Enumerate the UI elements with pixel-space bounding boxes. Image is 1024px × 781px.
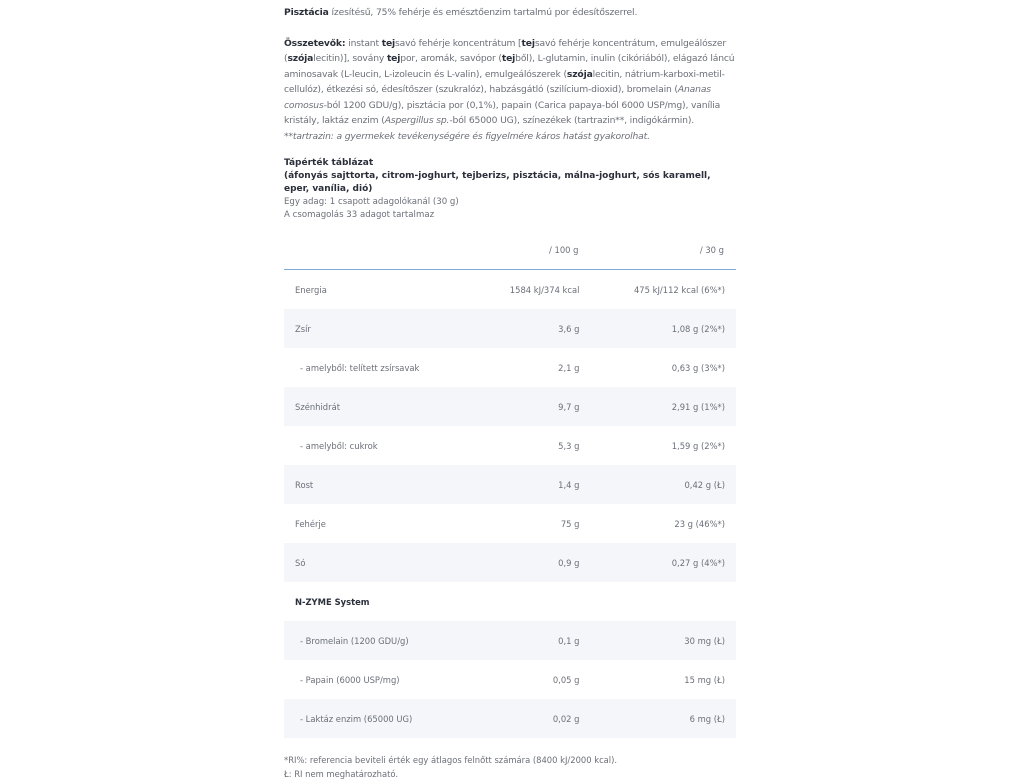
table-row: [284, 270, 736, 310]
value-per-serving: 2,91 g (1%*): [590, 387, 736, 426]
flavors-list: (áfonyás sajttorta, citrom-joghurt, tejberizs, pisztácia, málna-joghurt, sós karamell, eper, vanília, dió): [284, 171, 711, 194]
table-row: [284, 426, 736, 465]
nutrient-name: Szénhidrát: [284, 387, 472, 426]
nutrition-table: [284, 230, 736, 738]
servings-per-pack: A csomagolás 33 adagot tartalmaz: [284, 210, 435, 220]
value-per-100g: [472, 582, 590, 621]
value-per-100g: 3,6 g: [472, 309, 590, 348]
text-segment: szója: [287, 53, 314, 64]
nutrition-title: Tápérték táblázat: [284, 158, 374, 168]
serving-size: Egy adag: 1 csapott adagolókanál (30 g): [284, 197, 459, 207]
text-segment: tej: [501, 53, 516, 64]
nutrient-name: Só: [284, 543, 472, 582]
text-segment: instant: [345, 37, 382, 49]
nutrient-name: Rost: [284, 465, 472, 504]
value-per-100g: 2,1 g: [558, 362, 580, 373]
text-segment: lecitin)], sovány: [313, 53, 387, 64]
value-per-serving: 23 g (46%*): [674, 518, 725, 529]
nutrient-name: - amelyből: cukrok: [300, 440, 378, 451]
value-per-100g: 0,9 g: [472, 543, 590, 582]
text-segment: tej: [386, 53, 401, 64]
value-per-100g: 1,4 g: [472, 465, 590, 504]
value-per-serving: 1,08 g (2%*): [590, 309, 736, 348]
table-row: [284, 699, 736, 738]
text-segment: Aspergillus sp.: [384, 115, 450, 126]
text-segment: savó fehérje koncentrátum, emulgeálószer (: [284, 37, 726, 64]
nutrient-name: Fehérje: [295, 518, 326, 529]
text-segment: lecitin, nátrium-karboxi-metil-cellulóz), étkezési só, édesítőszer (szukralóz), habzásgátló (szilícium-dioxid), bromelain (: [284, 68, 725, 95]
value-per-100g: 1584 kJ/374 kcal: [509, 284, 580, 295]
nutrient-name: Zsír: [284, 309, 472, 348]
table-row: [284, 387, 736, 426]
text-segment: por, aromák, savópor (: [400, 53, 502, 64]
table-row: [284, 465, 736, 504]
text-segment: ből), L-glutamin, inulin (cikóriából), elágazó láncú aminosavak (L-leucin, L-izoleucin és L-valin), emulgeálószerek (: [284, 53, 735, 80]
value-per-serving: 475 kJ/112 kcal (6%*): [633, 284, 725, 295]
text-segment: szója: [566, 68, 593, 80]
value-per-100g: 0,02 g: [472, 699, 590, 738]
text-segment: tej: [521, 37, 535, 49]
value-per-serving: 6 mg (Ł): [590, 699, 736, 738]
value-per-100g: 0,05 g: [552, 674, 580, 685]
tartrazine-warning: **tartrazin: a gyermekek tevékenységére és figyelmére káros hatást gyakorolhat.: [284, 130, 650, 142]
value-per-serving: [590, 582, 736, 621]
table-row: [284, 309, 736, 348]
nutrition-section: [284, 157, 736, 781]
ingredients-text: [284, 36, 736, 129]
nutrient-name: - Bromelain (1200 GDU/g): [284, 621, 472, 660]
table-row: [284, 582, 736, 621]
table-row: [284, 504, 736, 543]
intro-text: [284, 5, 736, 21]
text-segment: Pisztácia: [284, 7, 329, 18]
text-segment: -ból 65000 UG), színezékek (tartrazin**, indigókármin).: [449, 115, 695, 126]
text-segment: Összetevők:: [284, 37, 346, 49]
text-segment: -ból 1200 GDU/g), pisztácia por (0,1%), papain (Carica papaya-ból 6000 USP/mg), vanília kristály, laktáz enzim (: [284, 99, 721, 126]
nutrient-name: N-ZYME System: [295, 596, 370, 607]
value-per-serving: 0,42 g (Ł): [590, 465, 736, 504]
text-segment: tej: [381, 37, 396, 49]
text-segment: savó fehérje koncentrátum [: [395, 37, 522, 49]
value-per-100g: 0,1 g: [472, 621, 590, 660]
nutrient-name: Energia: [295, 284, 327, 295]
value-per-serving: 1,59 g (2%*): [671, 440, 725, 451]
column-header-30g: / 30 g: [590, 230, 736, 270]
value-per-100g: 75 g: [560, 518, 580, 529]
table-row: [284, 621, 736, 660]
table-row: [284, 543, 736, 582]
value-per-serving: 0,63 g (3%*): [671, 362, 725, 373]
nutrient-name: - Papain (6000 USP/mg): [300, 674, 400, 685]
value-per-serving: 15 mg (Ł): [684, 674, 725, 685]
value-per-serving: 0,27 g (4%*): [590, 543, 736, 582]
table-row: [284, 660, 736, 699]
product-description: [284, 5, 736, 144]
value-per-serving: 30 mg (Ł): [590, 621, 736, 660]
text-segment: Ananas comosus: [284, 84, 711, 111]
nutrient-name: - Laktáz enzim (65000 UG): [284, 699, 472, 738]
footnotes: [284, 753, 736, 781]
column-header-100g: / 100 g: [472, 230, 590, 270]
footnote-ri: *RI%: referencia beviteli érték egy átlagos felnőtt számára (8400 kJ/2000 kcal).: [284, 755, 618, 765]
nutrient-name: - amelyből: telített zsírsavak: [300, 362, 420, 373]
text-segment: ízesítésű, 75% fehérje és emésztőenzim tartalmú por édesítőszerrel.: [328, 7, 638, 18]
value-per-100g: 5,3 g: [558, 440, 580, 451]
footnote-l: Ł: RI nem meghatározható.: [284, 769, 399, 779]
table-row: [284, 348, 736, 387]
value-per-100g: 9,7 g: [472, 387, 590, 426]
